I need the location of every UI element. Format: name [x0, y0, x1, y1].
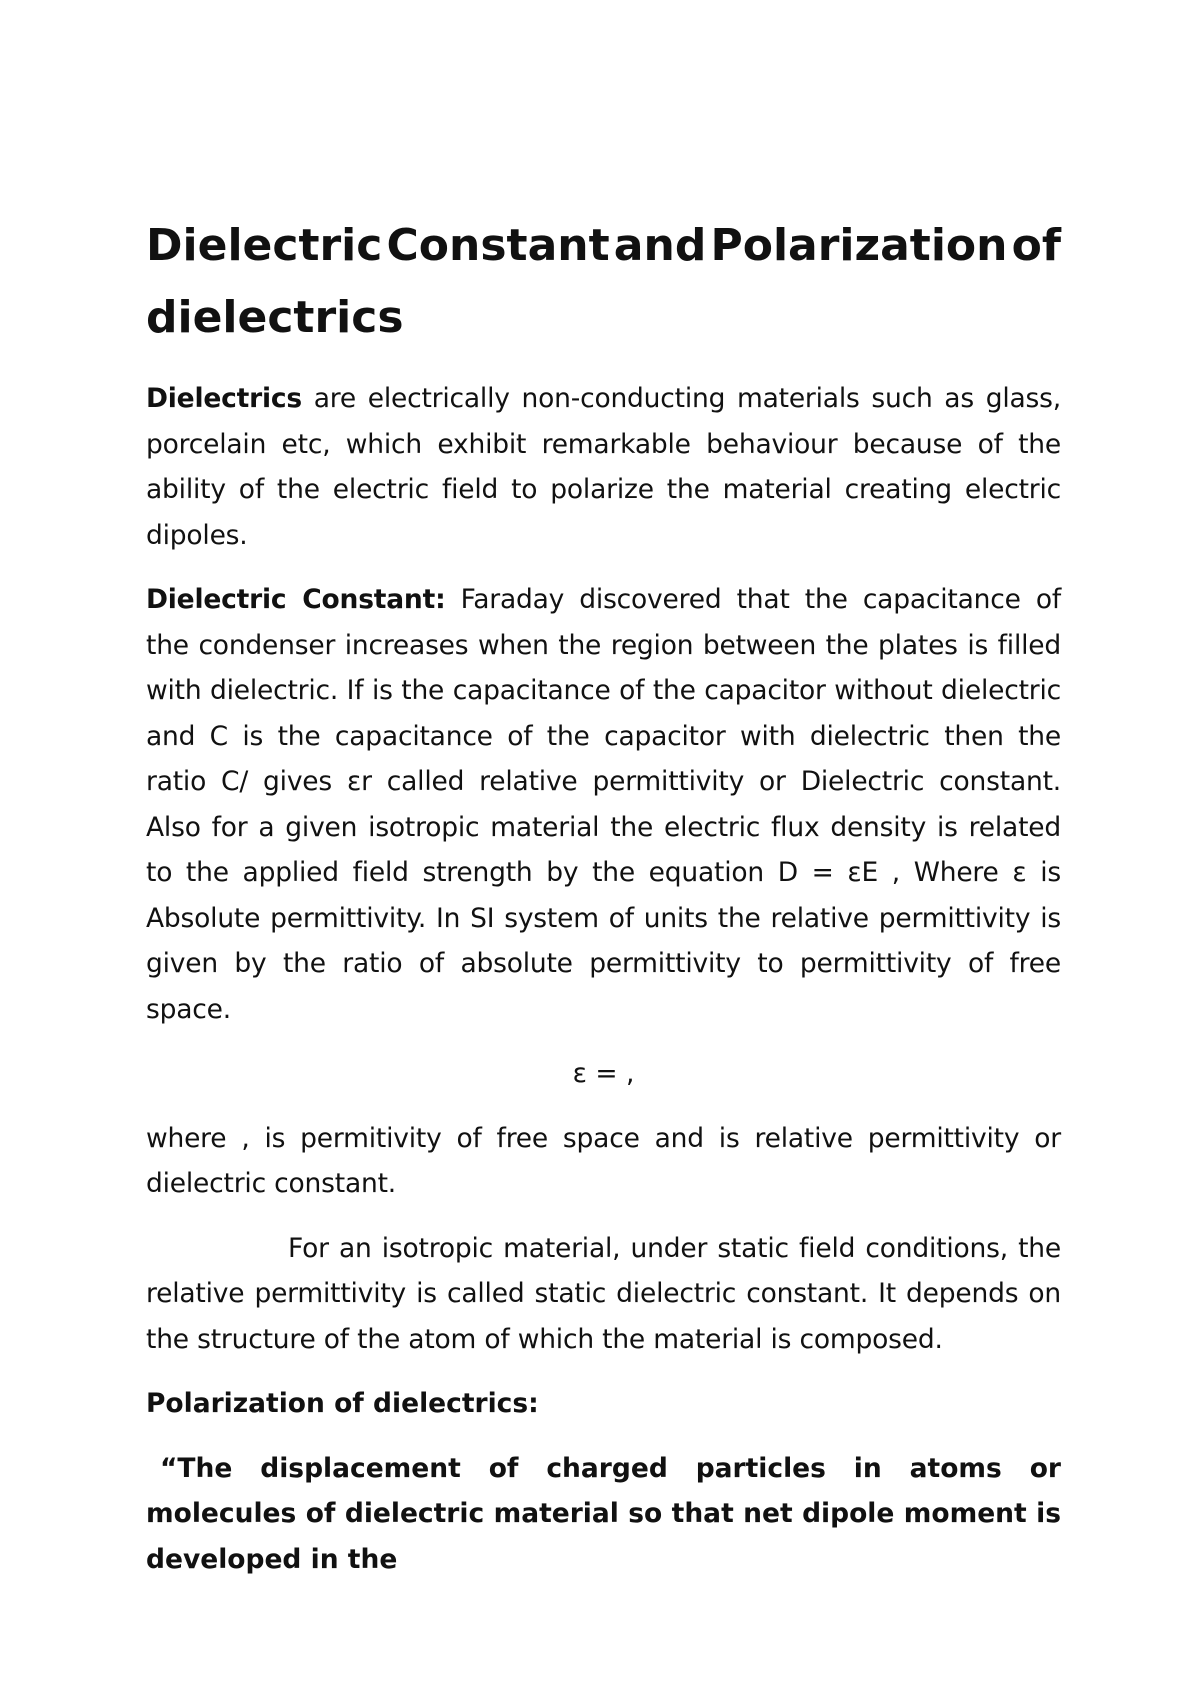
- title-word: and: [613, 220, 707, 271]
- permittivity-equation: ε = ,: [572, 1058, 635, 1089]
- where-paragraph: where , is permitivity of free space and is relative permittivity or dielectric constant.: [146, 1122, 1061, 1199]
- title-word: Constant: [386, 220, 610, 271]
- page-title: [146, 210, 1061, 354]
- title-word: Polarization: [710, 220, 1008, 271]
- polarization-heading: Polarization of dielectrics:: [146, 1388, 539, 1419]
- intro-term: Dielectrics: [146, 383, 302, 414]
- polarization-definition-quote: “The displacement of charged particles in atoms or molecules of dielectric material so that net dipole moment is developed in the: [146, 1452, 1061, 1575]
- dielectric-constant-term: Dielectric Constant:: [146, 584, 446, 615]
- title-line-1: [146, 210, 1061, 282]
- intro-text: are electrically non-conducting materials such as glass, porcelain etc, which exhibit remarkable behaviour because of the ability of the electric field to polarize the material creating electric dipoles.: [146, 383, 1061, 551]
- title-line-2: dielectrics: [146, 292, 404, 343]
- intro-paragraph: [146, 376, 1061, 558]
- document-page: [146, 210, 1061, 1582]
- dielectric-constant-text: Faraday discovered that the capacitance of the condenser increases when the region between the plates is filled with dielectric. If is the capacitance of the capacitor without dielectric and C is the capacitance of the capacitor with dielectric then the ratio C/ gives εr called relative permittivity or Dielectric constant. Also for a given isotropic material the electric flux density is related to the applied field strength by the equation D = εE , Where ε is Absolute permittivity. In SI system of units the relative permittivity is given by the ratio of absolute permittivity to permittivity of free space.: [146, 584, 1061, 1025]
- isotropic-paragraph: For an isotropic material, under static field conditions, the relative permittivity is called static dielectric constant. It depends on the structure of the atom of which the material is composed.: [146, 1232, 1061, 1355]
- dielectric-constant-paragraph: [146, 577, 1061, 1032]
- title-word: Dielectric: [146, 220, 383, 271]
- title-word: of: [1011, 220, 1061, 271]
